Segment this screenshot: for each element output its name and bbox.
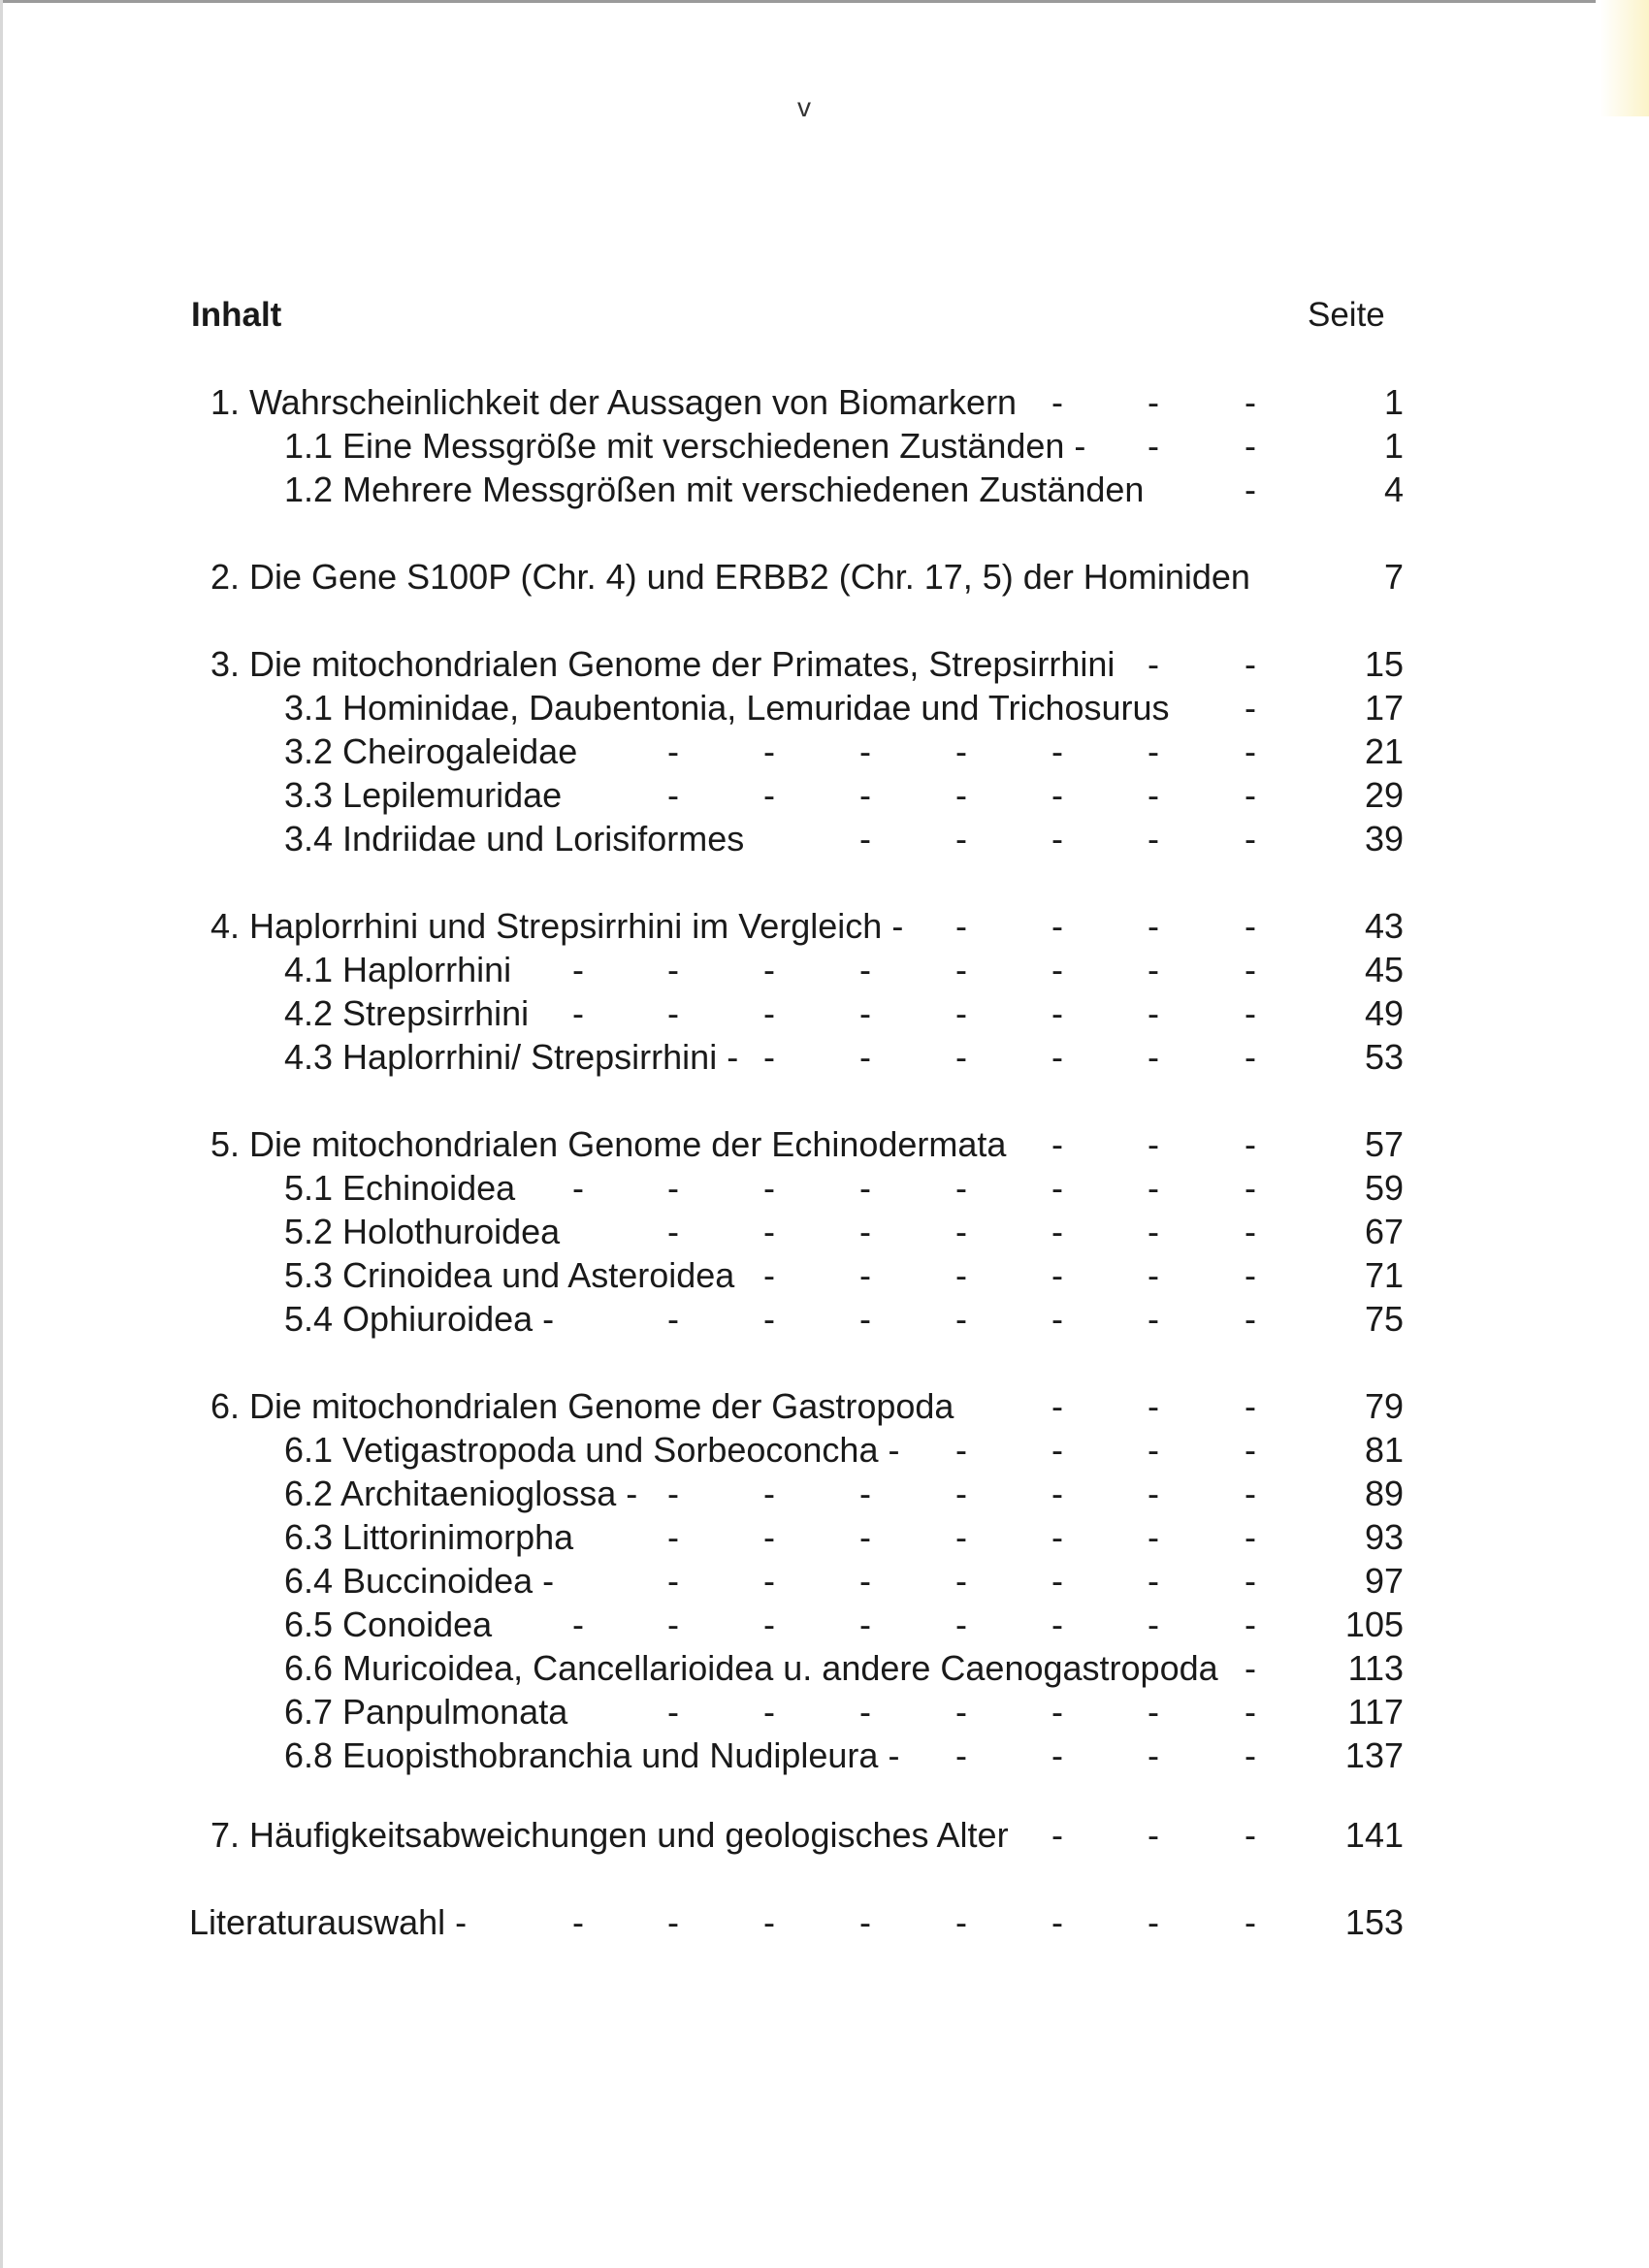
leader-dash: - xyxy=(859,1692,871,1732)
toc-entry-label: Literaturauswahl - xyxy=(189,1902,468,1942)
toc-entry-label: 5.2 Holothuroidea xyxy=(284,1212,561,1251)
toc-entry xyxy=(189,1901,1404,1944)
toc-entry-label: 5.1 Echinoidea xyxy=(284,1168,516,1208)
leader-dash: - xyxy=(572,1902,584,1942)
toc-entry xyxy=(284,992,1404,1035)
toc-entry-label: 6.6 Muricoidea, Cancellarioidea u. andere Caenogastropoda xyxy=(284,1648,1218,1688)
toc-entry xyxy=(210,643,1404,686)
leader-dash: - xyxy=(763,993,775,1033)
leader-dash: - xyxy=(1051,1430,1063,1470)
leader-dash: - xyxy=(859,1902,871,1942)
leader-dash: - xyxy=(1245,1386,1256,1426)
leader-dash: - xyxy=(667,950,679,989)
leader-dash: - xyxy=(763,1517,775,1557)
toc-entry xyxy=(284,774,1404,817)
toc-entry xyxy=(284,730,1404,773)
leader-dash: - xyxy=(955,1037,967,1077)
leader-dash: - xyxy=(1148,1212,1159,1251)
toc-entry-label: 3. Die mitochondrialen Genome der Primates, Strepsirrhini xyxy=(210,644,1116,684)
leader-dash: - xyxy=(859,950,871,989)
toc-entry-page: 105 xyxy=(1344,1604,1404,1644)
toc-entry-page: 53 xyxy=(1364,1037,1404,1077)
toc-entry-label: 3.1 Hominidae, Daubentonia, Lemuridae und Trichosurus xyxy=(284,688,1170,728)
leader-dash: - xyxy=(1051,1168,1063,1208)
toc-entry-page: 113 xyxy=(1347,1648,1404,1688)
leader-dash: - xyxy=(667,1299,679,1339)
toc-entry-label: 6.2 Architaenioglossa - xyxy=(284,1474,638,1513)
leader-dash: - xyxy=(1148,1168,1159,1208)
leader-dash: - xyxy=(1148,1124,1159,1164)
leader-dash: - xyxy=(1051,1815,1063,1855)
leader-dash: - xyxy=(955,1168,967,1208)
toc-entry xyxy=(284,687,1404,729)
leader-dash: - xyxy=(1148,1902,1159,1942)
leader-dash: - xyxy=(955,1561,967,1601)
scan-stain xyxy=(1600,0,1649,116)
toc-entry xyxy=(284,1560,1404,1603)
leader-dash: - xyxy=(955,1299,967,1339)
leader-dash: - xyxy=(1051,1735,1063,1775)
toc-entry-page: 153 xyxy=(1344,1902,1404,1942)
leader-dash: - xyxy=(1245,426,1256,466)
leader-dash: - xyxy=(859,1168,871,1208)
leader-dash: - xyxy=(859,1561,871,1601)
leader-dash: - xyxy=(1245,1255,1256,1295)
leader-dash: - xyxy=(1245,1430,1256,1470)
toc-entry-label: 3.3 Lepilemuridae xyxy=(284,775,563,815)
leader-dash: - xyxy=(955,1430,967,1470)
toc-entry-page: 7 xyxy=(1383,557,1404,597)
leader-dash: - xyxy=(1148,1299,1159,1339)
leader-dash: - xyxy=(1245,906,1256,946)
page-number: v xyxy=(797,92,811,122)
leader-dash: - xyxy=(955,775,967,815)
leader-dash: - xyxy=(667,1474,679,1513)
leader-dash: - xyxy=(763,950,775,989)
leader-dash: - xyxy=(955,1604,967,1644)
leader-dash: - xyxy=(1051,819,1063,859)
toc-entry xyxy=(284,818,1404,860)
leader-dash: - xyxy=(1245,382,1256,422)
leader-dash: - xyxy=(572,1604,584,1644)
leader-dash: - xyxy=(763,1168,775,1208)
toc-title: Inhalt xyxy=(191,296,282,334)
toc-entry xyxy=(284,1429,1404,1472)
toc-entry-page: 117 xyxy=(1347,1692,1404,1732)
toc-entry-page: 137 xyxy=(1344,1735,1404,1775)
leader-dash: - xyxy=(1051,382,1063,422)
leader-dash: - xyxy=(1245,1299,1256,1339)
leader-dash: - xyxy=(1148,819,1159,859)
leader-dash: - xyxy=(1245,470,1256,509)
leader-dash: - xyxy=(763,1299,775,1339)
scan-edge-top xyxy=(0,0,1596,3)
toc-entry xyxy=(210,1385,1404,1428)
leader-dash: - xyxy=(1245,993,1256,1033)
leader-dash: - xyxy=(955,1692,967,1732)
toc-entry xyxy=(284,1516,1404,1559)
leader-dash: - xyxy=(859,1212,871,1251)
leader-dash: - xyxy=(1148,1561,1159,1601)
leader-dash: - xyxy=(1051,775,1063,815)
leader-dash: - xyxy=(667,1168,679,1208)
toc-entry-label: 2. Die Gene S100P (Chr. 4) und ERBB2 (Chr. 17, 5) der Hominiden xyxy=(210,557,1250,597)
toc-entry xyxy=(284,1734,1404,1777)
leader-dash: - xyxy=(1051,993,1063,1033)
leader-dash: - xyxy=(1148,1037,1159,1077)
leader-dash: - xyxy=(1245,731,1256,771)
toc-entry-label: 6.4 Buccinoidea - xyxy=(284,1561,555,1601)
toc-entry-page: 45 xyxy=(1364,950,1404,989)
toc-entry-page: 21 xyxy=(1364,731,1404,771)
toc-entry xyxy=(284,1167,1404,1210)
leader-dash: - xyxy=(572,950,584,989)
leader-dash: - xyxy=(1148,382,1159,422)
toc-entry xyxy=(284,1036,1404,1079)
leader-dash: - xyxy=(667,1902,679,1942)
leader-dash: - xyxy=(1245,1474,1256,1513)
toc-entry-label: 5.3 Crinoidea und Asteroidea xyxy=(284,1255,735,1295)
leader-dash: - xyxy=(955,950,967,989)
leader-dash: - xyxy=(1148,1604,1159,1644)
leader-dash: - xyxy=(955,993,967,1033)
toc-entry xyxy=(210,1123,1404,1166)
leader-dash: - xyxy=(955,1735,967,1775)
leader-dash: - xyxy=(955,1902,967,1942)
leader-dash: - xyxy=(667,1692,679,1732)
leader-dash: - xyxy=(1051,1124,1063,1164)
leader-dash: - xyxy=(1245,644,1256,684)
toc-entry-label: 4.3 Haplorrhini/ Strepsirrhini - xyxy=(284,1037,739,1077)
toc-entry-label: 5.4 Ophiuroidea - xyxy=(284,1299,555,1339)
leader-dash: - xyxy=(1245,1815,1256,1855)
toc-entry xyxy=(210,905,1404,948)
toc-entry xyxy=(210,556,1404,599)
leader-dash: - xyxy=(955,906,967,946)
leader-dash: - xyxy=(1245,1124,1256,1164)
toc-entry-page: 43 xyxy=(1364,906,1404,946)
leader-dash: - xyxy=(667,731,679,771)
toc-entry-label: 6.7 Panpulmonata xyxy=(284,1692,568,1732)
leader-dash: - xyxy=(1051,1561,1063,1601)
toc-entry-label: 6.5 Conoidea xyxy=(284,1604,493,1644)
leader-dash: - xyxy=(859,1299,871,1339)
toc-entry-page: 29 xyxy=(1364,775,1404,815)
leader-dash: - xyxy=(763,1255,775,1295)
toc-entry-page: 81 xyxy=(1364,1430,1404,1470)
leader-dash: - xyxy=(1245,1648,1256,1688)
leader-dash: - xyxy=(859,1037,871,1077)
leader-dash: - xyxy=(1148,1474,1159,1513)
leader-dash: - xyxy=(1245,1902,1256,1942)
leader-dash: - xyxy=(1051,906,1063,946)
leader-dash: - xyxy=(1245,819,1256,859)
toc-entry xyxy=(284,1647,1404,1690)
leader-dash: - xyxy=(763,1037,775,1077)
toc-entry-page: 97 xyxy=(1364,1561,1404,1601)
leader-dash: - xyxy=(1245,1735,1256,1775)
leader-dash: - xyxy=(667,993,679,1033)
leader-dash: - xyxy=(1245,1168,1256,1208)
leader-dash: - xyxy=(859,731,871,771)
leader-dash: - xyxy=(859,775,871,815)
leader-dash: - xyxy=(763,1902,775,1942)
toc-entry-label: 1.2 Mehrere Messgrößen mit verschiedenen Zuständen xyxy=(284,470,1145,509)
toc-entry-page: 89 xyxy=(1364,1474,1404,1513)
toc-entry-page: 141 xyxy=(1344,1815,1404,1855)
leader-dash: - xyxy=(763,1474,775,1513)
toc-entry-label: 7. Häufigkeitsabweichungen und geologisches Alter xyxy=(210,1815,1009,1855)
leader-dash: - xyxy=(1051,1299,1063,1339)
leader-dash: - xyxy=(955,1255,967,1295)
leader-dash: - xyxy=(859,819,871,859)
leader-dash: - xyxy=(1148,775,1159,815)
leader-dash: - xyxy=(1051,950,1063,989)
leader-dash: - xyxy=(955,731,967,771)
toc-entry xyxy=(284,1604,1404,1646)
toc-entry-label: 6.3 Littorinimorpha xyxy=(284,1517,574,1557)
leader-dash: - xyxy=(1051,731,1063,771)
leader-dash: - xyxy=(763,1604,775,1644)
leader-dash: - xyxy=(1245,950,1256,989)
toc-entry-page: 71 xyxy=(1364,1255,1404,1295)
leader-dash: - xyxy=(572,1168,584,1208)
leader-dash: - xyxy=(1148,950,1159,989)
toc-entry-label: 6.8 Euopisthobranchia und Nudipleura - xyxy=(284,1735,900,1775)
toc-entry-page: 67 xyxy=(1364,1212,1404,1251)
leader-dash: - xyxy=(1148,1735,1159,1775)
toc-entry-label: 6. Die mitochondrialen Genome der Gastropoda xyxy=(210,1386,954,1426)
leader-dash: - xyxy=(955,1474,967,1513)
toc-entry-page: 15 xyxy=(1364,644,1404,684)
leader-dash: - xyxy=(763,1212,775,1251)
leader-dash: - xyxy=(1148,1692,1159,1732)
toc-entry xyxy=(284,469,1404,511)
leader-dash: - xyxy=(1245,1692,1256,1732)
leader-dash: - xyxy=(1245,775,1256,815)
toc-entry-label: 5. Die mitochondrialen Genome der Echinodermata xyxy=(210,1124,1007,1164)
leader-dash: - xyxy=(763,775,775,815)
leader-dash: - xyxy=(667,1212,679,1251)
leader-dash: - xyxy=(1051,1604,1063,1644)
leader-dash: - xyxy=(859,1517,871,1557)
leader-dash: - xyxy=(1245,1517,1256,1557)
leader-dash: - xyxy=(763,1561,775,1601)
toc-entry xyxy=(284,949,1404,991)
leader-dash: - xyxy=(859,1604,871,1644)
toc-entry xyxy=(284,1211,1404,1253)
leader-dash: - xyxy=(1245,1212,1256,1251)
leader-dash: - xyxy=(667,1517,679,1557)
leader-dash: - xyxy=(1051,1212,1063,1251)
toc-entry-label: 4.1 Haplorrhini xyxy=(284,950,512,989)
leader-dash: - xyxy=(667,775,679,815)
toc-entry xyxy=(284,1254,1404,1297)
leader-dash: - xyxy=(1051,1692,1063,1732)
toc-entry-page: 75 xyxy=(1364,1299,1404,1339)
toc-entry-page: 79 xyxy=(1364,1386,1404,1426)
toc-entry-page: 57 xyxy=(1364,1124,1404,1164)
toc-entry-label: 4.2 Strepsirrhini xyxy=(284,993,530,1033)
leader-dash: - xyxy=(1051,1902,1063,1942)
toc-entry-page: 1 xyxy=(1383,382,1404,422)
toc-entry-label: 1. Wahrscheinlichkeit der Aussagen von Biomarkern xyxy=(210,382,1018,422)
leader-dash: - xyxy=(1148,1517,1159,1557)
leader-dash: - xyxy=(1148,426,1159,466)
leader-dash: - xyxy=(859,1255,871,1295)
toc-entry-page: 59 xyxy=(1364,1168,1404,1208)
leader-dash: - xyxy=(1148,1255,1159,1295)
leader-dash: - xyxy=(1051,1255,1063,1295)
leader-dash: - xyxy=(1148,1815,1159,1855)
leader-dash: - xyxy=(859,993,871,1033)
leader-dash: - xyxy=(1245,1604,1256,1644)
toc-entry-page: 49 xyxy=(1364,993,1404,1033)
toc-entry-page: 39 xyxy=(1364,819,1404,859)
leader-dash: - xyxy=(1148,644,1159,684)
leader-dash: - xyxy=(1245,688,1256,728)
leader-dash: - xyxy=(1148,993,1159,1033)
toc-entry-label: 1.1 Eine Messgröße mit verschiedenen Zuständen - xyxy=(284,426,1086,466)
toc-entry-page: 93 xyxy=(1364,1517,1404,1557)
leader-dash: - xyxy=(667,1561,679,1601)
toc-entry-page: 4 xyxy=(1383,470,1404,509)
leader-dash: - xyxy=(667,1604,679,1644)
leader-dash: - xyxy=(1245,1037,1256,1077)
scan-edge-left xyxy=(0,0,3,2268)
leader-dash: - xyxy=(955,819,967,859)
toc-entry xyxy=(210,1814,1404,1857)
leader-dash: - xyxy=(1051,1037,1063,1077)
page-column-label: Seite xyxy=(1308,296,1385,334)
leader-dash: - xyxy=(1148,731,1159,771)
leader-dash: - xyxy=(1051,1517,1063,1557)
toc-entry xyxy=(284,1691,1404,1733)
toc-entry-label: 4. Haplorrhini und Strepsirrhini im Vergleich - xyxy=(210,906,904,946)
leader-dash: - xyxy=(572,993,584,1033)
toc-entry xyxy=(284,1473,1404,1515)
toc-entry-label: 6.1 Vetigastropoda und Sorbeoconcha - xyxy=(284,1430,900,1470)
toc-entry-page: 17 xyxy=(1364,688,1404,728)
toc-entry xyxy=(284,425,1404,468)
leader-dash: - xyxy=(955,1517,967,1557)
leader-dash: - xyxy=(1148,1386,1159,1426)
leader-dash: - xyxy=(859,1474,871,1513)
leader-dash: - xyxy=(763,731,775,771)
leader-dash: - xyxy=(1051,1386,1063,1426)
leader-dash: - xyxy=(1148,906,1159,946)
toc-entry xyxy=(284,1298,1404,1341)
toc-entry-page: 1 xyxy=(1383,426,1404,466)
leader-dash: - xyxy=(1051,1474,1063,1513)
toc-entry-label: 3.4 Indriidae und Lorisiformes xyxy=(284,819,745,859)
leader-dash: - xyxy=(763,1692,775,1732)
leader-dash: - xyxy=(1148,1430,1159,1470)
leader-dash: - xyxy=(1245,1561,1256,1601)
toc-entry-label: 3.2 Cheirogaleidae xyxy=(284,731,578,771)
toc-entry xyxy=(210,381,1404,424)
leader-dash: - xyxy=(955,1212,967,1251)
